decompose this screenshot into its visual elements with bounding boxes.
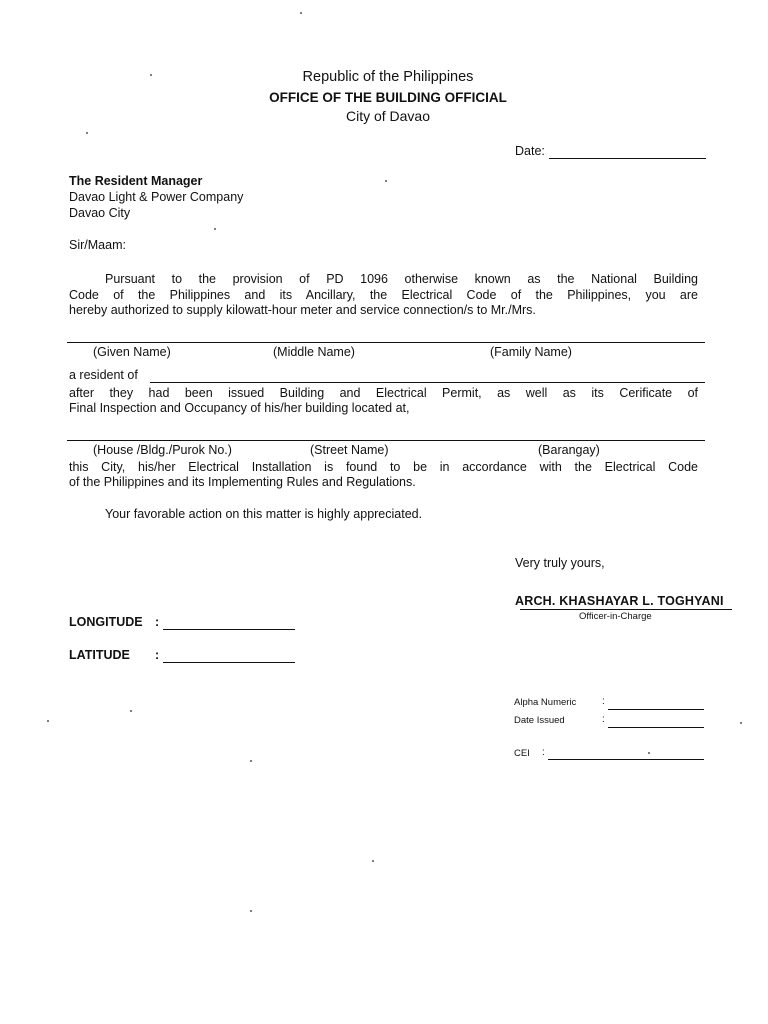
- salutation: Sir/Maam:: [69, 238, 126, 252]
- paragraph1-line1: Pursuant to the provision of PD 1096 otherwise known as the National Building: [105, 272, 698, 286]
- resident-of-label: a resident of: [69, 368, 138, 382]
- barangay-label: (Barangay): [538, 443, 600, 457]
- alpha-numeric-label: Alpha Numeric: [514, 697, 577, 708]
- scan-speck: [130, 710, 132, 712]
- name-field-line: [67, 342, 705, 343]
- paragraph3-line1: this City, his/her Electrical Installation is found to be in accordance with the Electrical Code: [69, 460, 698, 474]
- date-issued-label: Date Issued: [514, 715, 565, 726]
- cei-field-line: [548, 759, 704, 760]
- paragraph2-line1: after they had been issued Building and Electrical Permit, as well as its Cerificate of: [69, 386, 698, 400]
- alpha-numeric-colon: :: [602, 696, 605, 707]
- scan-speck: [250, 910, 252, 912]
- house-label: (House /Bldg./Purok No.): [93, 443, 232, 457]
- latitude-label: LATITUDE: [69, 648, 130, 662]
- signatory-name: ARCH. KHASHAYAR L. TOGHYANI: [515, 594, 724, 608]
- scan-speck: [372, 860, 374, 862]
- header-city: City of Davao: [345, 108, 431, 124]
- middle-name-label: (Middle Name): [273, 345, 355, 359]
- addressee-company: Davao Light & Power Company: [69, 190, 244, 204]
- scan-speck: [47, 720, 49, 722]
- longitude-label: LONGITUDE: [69, 615, 143, 629]
- scan-speck: [250, 760, 252, 762]
- paragraph1-line2: Code of the Philippines and its Ancillary, the Electrical Code of the Philippines, you are: [69, 288, 698, 302]
- signatory-position: Officer-in-Charge: [579, 611, 652, 622]
- scan-speck: [86, 132, 88, 134]
- longitude-colon: :: [155, 615, 160, 629]
- longitude-field-line: [163, 629, 295, 630]
- scan-speck: [214, 228, 216, 230]
- latitude-field-line: [163, 662, 295, 663]
- date-issued-field-line: [608, 727, 704, 728]
- scan-speck: [300, 12, 302, 14]
- given-name-label: (Given Name): [93, 345, 171, 359]
- addressee-title: The Resident Manager: [69, 174, 203, 188]
- paragraph2-line2: Final Inspection and Occupancy of his/her building located at,: [69, 401, 410, 415]
- header-office: OFFICE OF THE BUILDING OFFICIAL: [269, 90, 507, 105]
- alpha-numeric-field-line: [608, 709, 704, 710]
- date-label: Date:: [515, 144, 545, 158]
- street-label: (Street Name): [310, 443, 389, 457]
- header-republic: Republic of the Philippines: [302, 69, 474, 85]
- date-field-line: [549, 158, 706, 159]
- resident-of-field-line: [150, 382, 705, 383]
- date-issued-colon: :: [602, 714, 605, 725]
- scan-speck: [150, 74, 152, 76]
- paragraph1-line3: hereby authorized to supply kilowatt-hour meter and service connection/s to Mr./Mrs.: [69, 303, 536, 317]
- scan-speck: [648, 752, 650, 754]
- closing-salutation: Very truly yours,: [515, 556, 605, 570]
- scan-speck: [740, 722, 742, 724]
- signature-underline: [520, 609, 732, 610]
- cei-label: CEI: [514, 748, 530, 759]
- paragraph3-line2: of the Philippines and its Implementing Rules and Regulations.: [69, 475, 416, 489]
- scan-speck: [385, 180, 387, 182]
- cei-colon: :: [542, 747, 545, 758]
- addressee-city: Davao City: [69, 206, 131, 220]
- address-field-line: [67, 440, 705, 441]
- family-name-label: (Family Name): [490, 345, 572, 359]
- closing-statement: Your favorable action on this matter is highly appreciated.: [105, 507, 423, 521]
- latitude-colon: :: [155, 648, 160, 662]
